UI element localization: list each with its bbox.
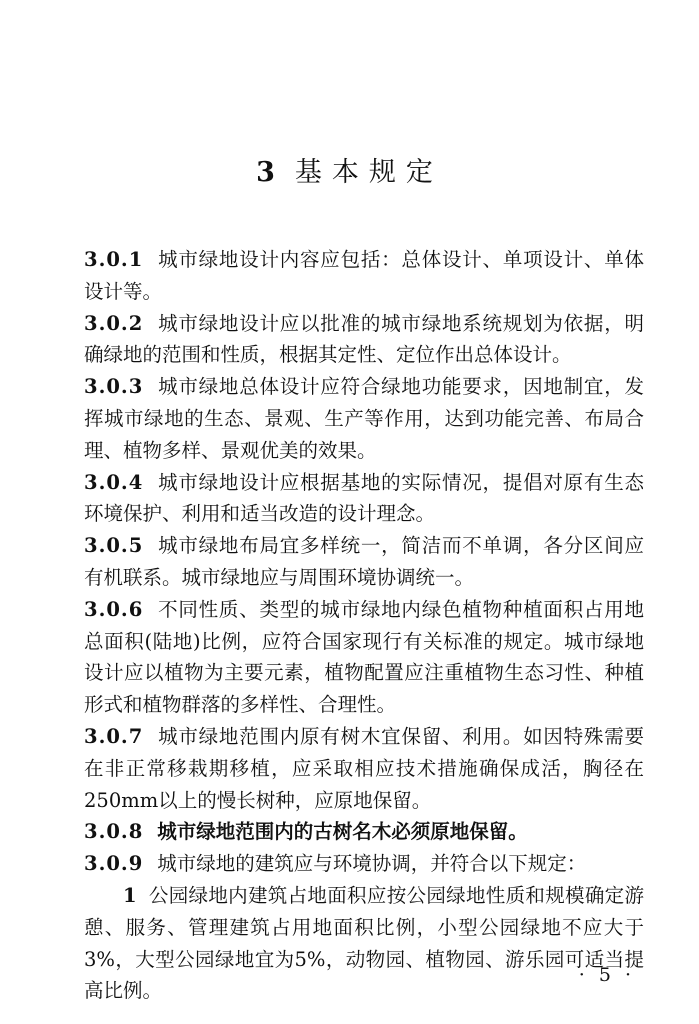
clause-number: 3.0.8 (84, 820, 144, 844)
clause-text: 城市绿地总体设计应符合绿地功能要求，因地制宜，发挥城市绿地的生态、景观、生产等作用，达到功能完善、布局合理、植物多样、景观优美的效果。 (84, 375, 644, 462)
clause-text: 不同性质、类型的城市绿地内绿色植物种植面积占用地总面积(陆地)比例，应符合国家现行有关标准的规定。城市绿地设计应以植物为主要元素，植物配置应注重植物生态习性、种植形式和植物群落的多样性、合理性。 (84, 597, 644, 717)
clause-number: 3.0.2 (84, 311, 144, 335)
clause-number: 3.0.3 (84, 375, 144, 399)
clause-3-0-5 (84, 530, 644, 594)
clause-3-0-3 (84, 371, 644, 466)
clause-3-0-6 (84, 594, 644, 721)
item-number: 1 (123, 883, 137, 907)
chapter-number: 3 (256, 157, 285, 188)
chapter-heading: 基本规定 (294, 157, 443, 188)
clause-3-0-9 (84, 848, 644, 880)
clause-number: 3.0.6 (84, 597, 144, 621)
clause-text: 城市绿地设计应以批准的城市绿地系统规划为依据，明确绿地的范围和性质，根据其定性、定位作出总体设计。 (84, 311, 644, 367)
clause-number: 3.0.5 (84, 534, 144, 558)
clause-text: 城市绿地布局宜多样统一，简洁而不单调，各分区间应有机联系。城市绿地应与周围环境协调统一。 (84, 534, 644, 589)
item-text: 公园绿地内建筑占地面积应按公园绿地性质和规模确定游憩、服务、管理建筑占用地面积比例，小型公园绿地不应大于3%，大型公园绿地宜为5%，动物园、植物园、游乐园可适当提高比例。 (84, 883, 644, 1003)
clause-3-0-9-item-1 (84, 880, 644, 1007)
clause-number: 3.0.9 (84, 852, 144, 876)
document-body (84, 244, 644, 1007)
clause-3-0-2 (84, 308, 644, 372)
page-number: · 5 · (578, 964, 635, 986)
clause-3-0-4 (84, 467, 644, 531)
clause-text: 城市绿地范围内的古树名木必须原地保留。 (157, 820, 528, 844)
clause-3-0-8 (84, 816, 644, 848)
clause-number: 3.0.4 (84, 470, 144, 494)
chapter-title (0, 150, 699, 189)
clause-number: 3.0.7 (84, 724, 144, 748)
clause-number: 3.0.1 (84, 248, 144, 271)
clause-text: 城市绿地范围内原有树木宜保留、利用。如因特殊需要在非正常移栽期移植，应采取相应技术措施确保成活，胸径在250mm以上的慢长树种，应原地保留。 (84, 724, 644, 812)
clause-text: 城市绿地设计应根据基地的实际情况，提倡对原有生态环境保护、利用和适当改造的设计理念。 (84, 470, 644, 526)
clause-text: 城市绿地设计内容应包括：总体设计、单项设计、单体设计等。 (84, 248, 644, 303)
clause-3-0-1 (84, 244, 644, 308)
clause-text: 城市绿地的建筑应与环境协调，并符合以下规定： (157, 852, 587, 876)
clause-3-0-7 (84, 721, 644, 816)
